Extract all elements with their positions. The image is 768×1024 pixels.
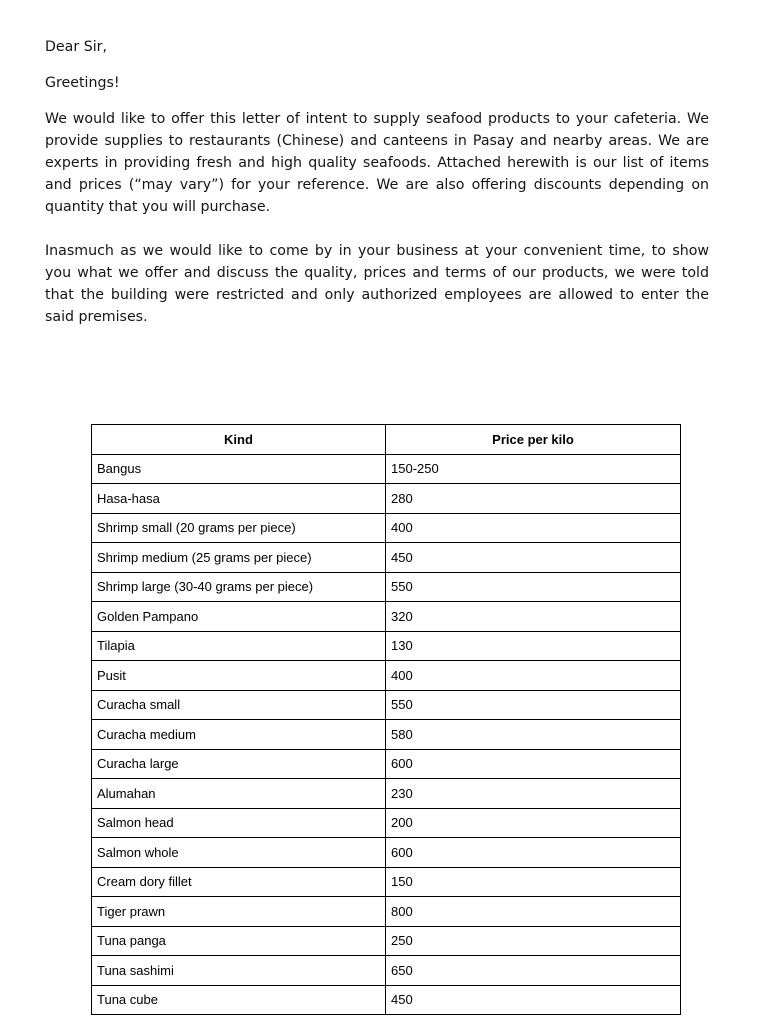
kind-cell: Tuna sashimi <box>92 956 386 986</box>
kind-cell: Hasa-hasa <box>92 484 386 514</box>
price-cell: 250 <box>386 926 681 956</box>
column-header-price: Price per kilo <box>386 425 681 455</box>
table-row <box>92 808 681 838</box>
kind-cell: Bangus <box>92 454 386 484</box>
table-row <box>92 926 681 956</box>
price-cell: 150-250 <box>386 454 681 484</box>
kind-cell: Shrimp medium (25 grams per piece) <box>92 543 386 573</box>
visit-request-paragraph: Inasmuch as we would like to come by in your business at your convenient time, to show you what we offer and discuss the quality, prices and terms of our products, we were told that the building were restricted and only authorized employees are allowed to enter the said premises. <box>45 243 709 325</box>
price-cell: 400 <box>386 661 681 691</box>
intro-paragraph: We would like to offer this letter of intent to supply seafood products to your cafeteria. We provide supplies to restaurants (Chinese) and canteens in Pasay and nearby areas. We are experts in providing fresh and high quality seafoods. Attached herewith is our list of items and prices (“may vary”) for your reference. We are also offering discounts depending on quantity that you will purchase. <box>45 111 709 215</box>
price-cell: 600 <box>386 749 681 779</box>
kind-cell: Tiger prawn <box>92 897 386 927</box>
table-row <box>92 779 681 809</box>
price-cell: 650 <box>386 956 681 986</box>
price-cell: 800 <box>386 897 681 927</box>
price-cell: 550 <box>386 690 681 720</box>
price-cell: 450 <box>386 985 681 1015</box>
price-cell: 130 <box>386 631 681 661</box>
price-cell: 230 <box>386 779 681 809</box>
kind-cell: Curacha small <box>92 690 386 720</box>
kind-cell: Pusit <box>92 661 386 691</box>
kind-cell: Tuna panga <box>92 926 386 956</box>
column-header-kind: Kind <box>92 425 386 455</box>
price-cell: 580 <box>386 720 681 750</box>
price-cell: 600 <box>386 838 681 868</box>
table-row <box>92 720 681 750</box>
price-cell: 400 <box>386 513 681 543</box>
table-row <box>92 631 681 661</box>
kind-cell: Salmon whole <box>92 838 386 868</box>
table-row <box>92 749 681 779</box>
table-header-row <box>92 425 681 455</box>
table-row <box>92 602 681 632</box>
salutation: Dear Sir, <box>45 39 107 55</box>
kind-cell: Curacha large <box>92 749 386 779</box>
price-cell: 280 <box>386 484 681 514</box>
kind-cell: Shrimp large (30-40 grams per piece) <box>92 572 386 602</box>
table-row <box>92 513 681 543</box>
table-row <box>92 956 681 986</box>
table-row <box>92 838 681 868</box>
table-row <box>92 543 681 573</box>
table-row <box>92 867 681 897</box>
table-row <box>92 454 681 484</box>
price-cell: 200 <box>386 808 681 838</box>
table-row <box>92 572 681 602</box>
price-cell: 320 <box>386 602 681 632</box>
table-row <box>92 985 681 1015</box>
table-row <box>92 661 681 691</box>
kind-cell: Shrimp small (20 grams per piece) <box>92 513 386 543</box>
kind-cell: Curacha medium <box>92 720 386 750</box>
table-row <box>92 897 681 927</box>
table-row <box>92 690 681 720</box>
kind-cell: Cream dory fillet <box>92 867 386 897</box>
price-cell: 550 <box>386 572 681 602</box>
kind-cell: Tuna cube <box>92 985 386 1015</box>
kind-cell: Tilapia <box>92 631 386 661</box>
greeting: Greetings! <box>45 75 120 91</box>
table-row <box>92 484 681 514</box>
price-cell: 450 <box>386 543 681 573</box>
kind-cell: Golden Pampano <box>92 602 386 632</box>
kind-cell: Alumahan <box>92 779 386 809</box>
price-table <box>91 424 681 1015</box>
letter-body <box>45 36 709 350</box>
kind-cell: Salmon head <box>92 808 386 838</box>
price-cell: 150 <box>386 867 681 897</box>
